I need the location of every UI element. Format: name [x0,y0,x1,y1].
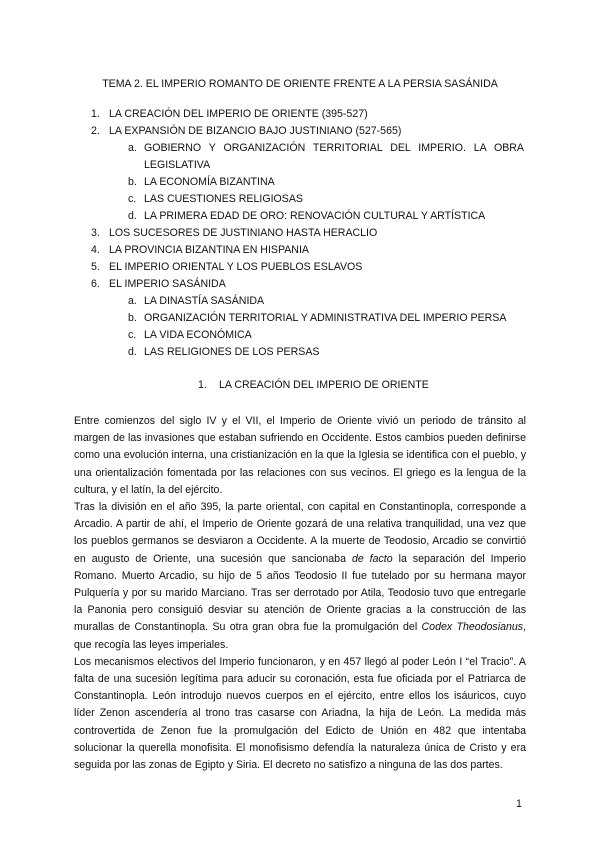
paragraph: Los mecanismos electivos del Imperio funcionaron, y en 457 llegó al poder León I “el Tracio”. A falta de una sucesión legítima para aducir su coronación, esta fue oficiada por el Patriarca de Constantinopla. León introdujo nuevos cuerpos en el ejército, entre ellos los isáuricos, cuyo líder Zenon ascendería al trono tras casarse con Ariadna, la hija de León. La medida más controvertida de Zenon fue la promulgación del Edicto de Unión en 482 que intentaba solucionar la querella monofisita. El monofisismo defendía la naturaleza única de Cristo y era seguida por las zonas de Egipto y Siria. El decreto no satisfizo a ninguna de las dos partes. [74,655,526,772]
page-number: 1 [516,798,522,810]
paragraph: Tras la división en el año 395, la parte oriental, con capital en Constantinopla, corresponde a Arcadio. A partir de ahí, el Imperio de Oriente gozará de una relativa tranquilidad, una vez que los pueblos germanos se desviaron a Occidente. A la muerte de Teodosio, Arcadio se convirtió en augusto de Oriente, una sucesión que sancionaba de facto la separación del Imperio Romano. Muerto Arcadio, su hijo de 5 años Teodosio II fue tutelado por su hermana mayor Pulquería y por su marido Marciano. Tras ser derrotado por Atila, Teodosio tuvo que entregarle la Panonia pero consiguió desviar su atención de Oriente gracias a la construcción de las murallas de Constantinopla. Su otra gran obra fue la promulgación del Codex Theodosianus, que recogía las leyes imperiales. [74,501,527,651]
body-text [74,413,526,774]
emphasis: de facto [351,552,393,565]
document-title: TEMA 2. EL IMPERIO ROMANTO DE ORIENTE FRENTE A LA PERSIA SASÁNIDA [102,78,498,90]
emphasis: Codex Theodosianus [421,621,524,634]
paragraph: Entre comienzos del siglo IV y el VII, el Imperio de Oriente vivió un periodo de tránsito al margen de las invasiones que estaban sufriendo en Occidente. Estos cambios pueden definirse como una evolución interna, una cristianización en la que la Iglesia se identifica con el pueblo, y una orientalización fomentada por las relaciones con sus vecinos. El griego es la lengua de la cultura, y el latín, la del ejército. [74,415,526,496]
document-page: TEMA 2. EL IMPERIO ROMANTO DE ORIENTE FRENTE A LA PERSIA SASÁNIDA 1. LA CREACIÓN DEL IMPERIO DE ORIENTE (395-527) 2. LA EXPANSIÓN DE BIZANCIO BAJO JUSTINIANO (527-565) a. GOBIERNO Y ORGANIZACIÓN TERRITORIAL DEL IMPERIO. LA OBRA LEGISLATIVA b. LA ECONOMÍA BIZANTINA c. LAS CUESTIONES RELIGIOSAS d. LA PRIMERA EDAD DE ORO: RENOVACIÓN CULTURAL Y ARTÍSTICA 3. LOS SUCESORES DE JUSTINIANO HASTA HERACLIO 4. LA PROVINCIA BIZANTINA EN HISPANIA 5. EL IMPERIO ORIENTAL Y LOS PUEBLOS ESLAVOS 6. EL IMPERIO SASÁNIDA a. LA DINASTÍA SASÁNIDA b. ORGANIZACIÓN TERRITORIAL Y ADMINISTRATIVA DEL IMPERIO PERSA c. LA VIDA ECONÓMICA d. LAS RELIGIONES DE LOS PERSAS 1. LA CREACIÓN DEL IMPERIO DE ORIENTE Entre comienzos del siglo IV y el VII, el Imperio de Oriente vivió un periodo de tránsito al margen de las invasiones que estaban sufriendo en Occidente. Estos cambios pueden definirse como una evolución interna, una cristianización en la que la Iglesia se identifica con el pueblo, y una orientalización fomentada por las relaciones con sus vecinos. El griego es la lengua de la cultura, y el latín, la del ejército. Tras la división en el año 395, la parte oriental, con capital en Constantinopla, corresponde a Arcadio. A partir de ahí, el Imperio de Oriente gozará de una relativa tranquilidad, una vez que los pueblos germanos se desviaron a Occidente. A la muerte de Teodosio, Arcadio se convirtió en augusto de Oriente, una sucesión que sancionaba de facto la separación del Imperio Romano. Muerto Arcadio, su hijo de 5 años Teodosio II fue tutelado por su hermana mayor Pulquería y por su marido Marciano. Tras ser derrotado por Atila, Teodosio tuvo que entregarle la Panonia pero consiguió desviar su atención de Oriente gracias a la construcción de las murallas de Constantinopla. Su otra gran obra fue la promulgación del Codex Theodosianus, que recogía las leyes imperiales. Los mecanismos electivos del Imperio funcionaron, y en 457 llegó al poder León I “el Tracio”. A falta de una sucesión legítima para aducir su coronación, esta fue oficiada por el Patriarca de Constantinopla. León introdujo nuevos cuerpos en el ejército, entre ellos los isáuricos, cuyo líder Zenon ascendería al trono tras casarse con Ariadna, la hija de León. La medida más controvertida de Zenon fue la promulgación del Edicto de Unión en 482 que intentaba solucionar la querella monofisita. El monofisismo defendía la naturaleza única de Cristo y era seguida por las zonas de Egipto y Siria. El decreto no satisfizo a ninguna de las dos partes. 1 [0,0,600,848]
